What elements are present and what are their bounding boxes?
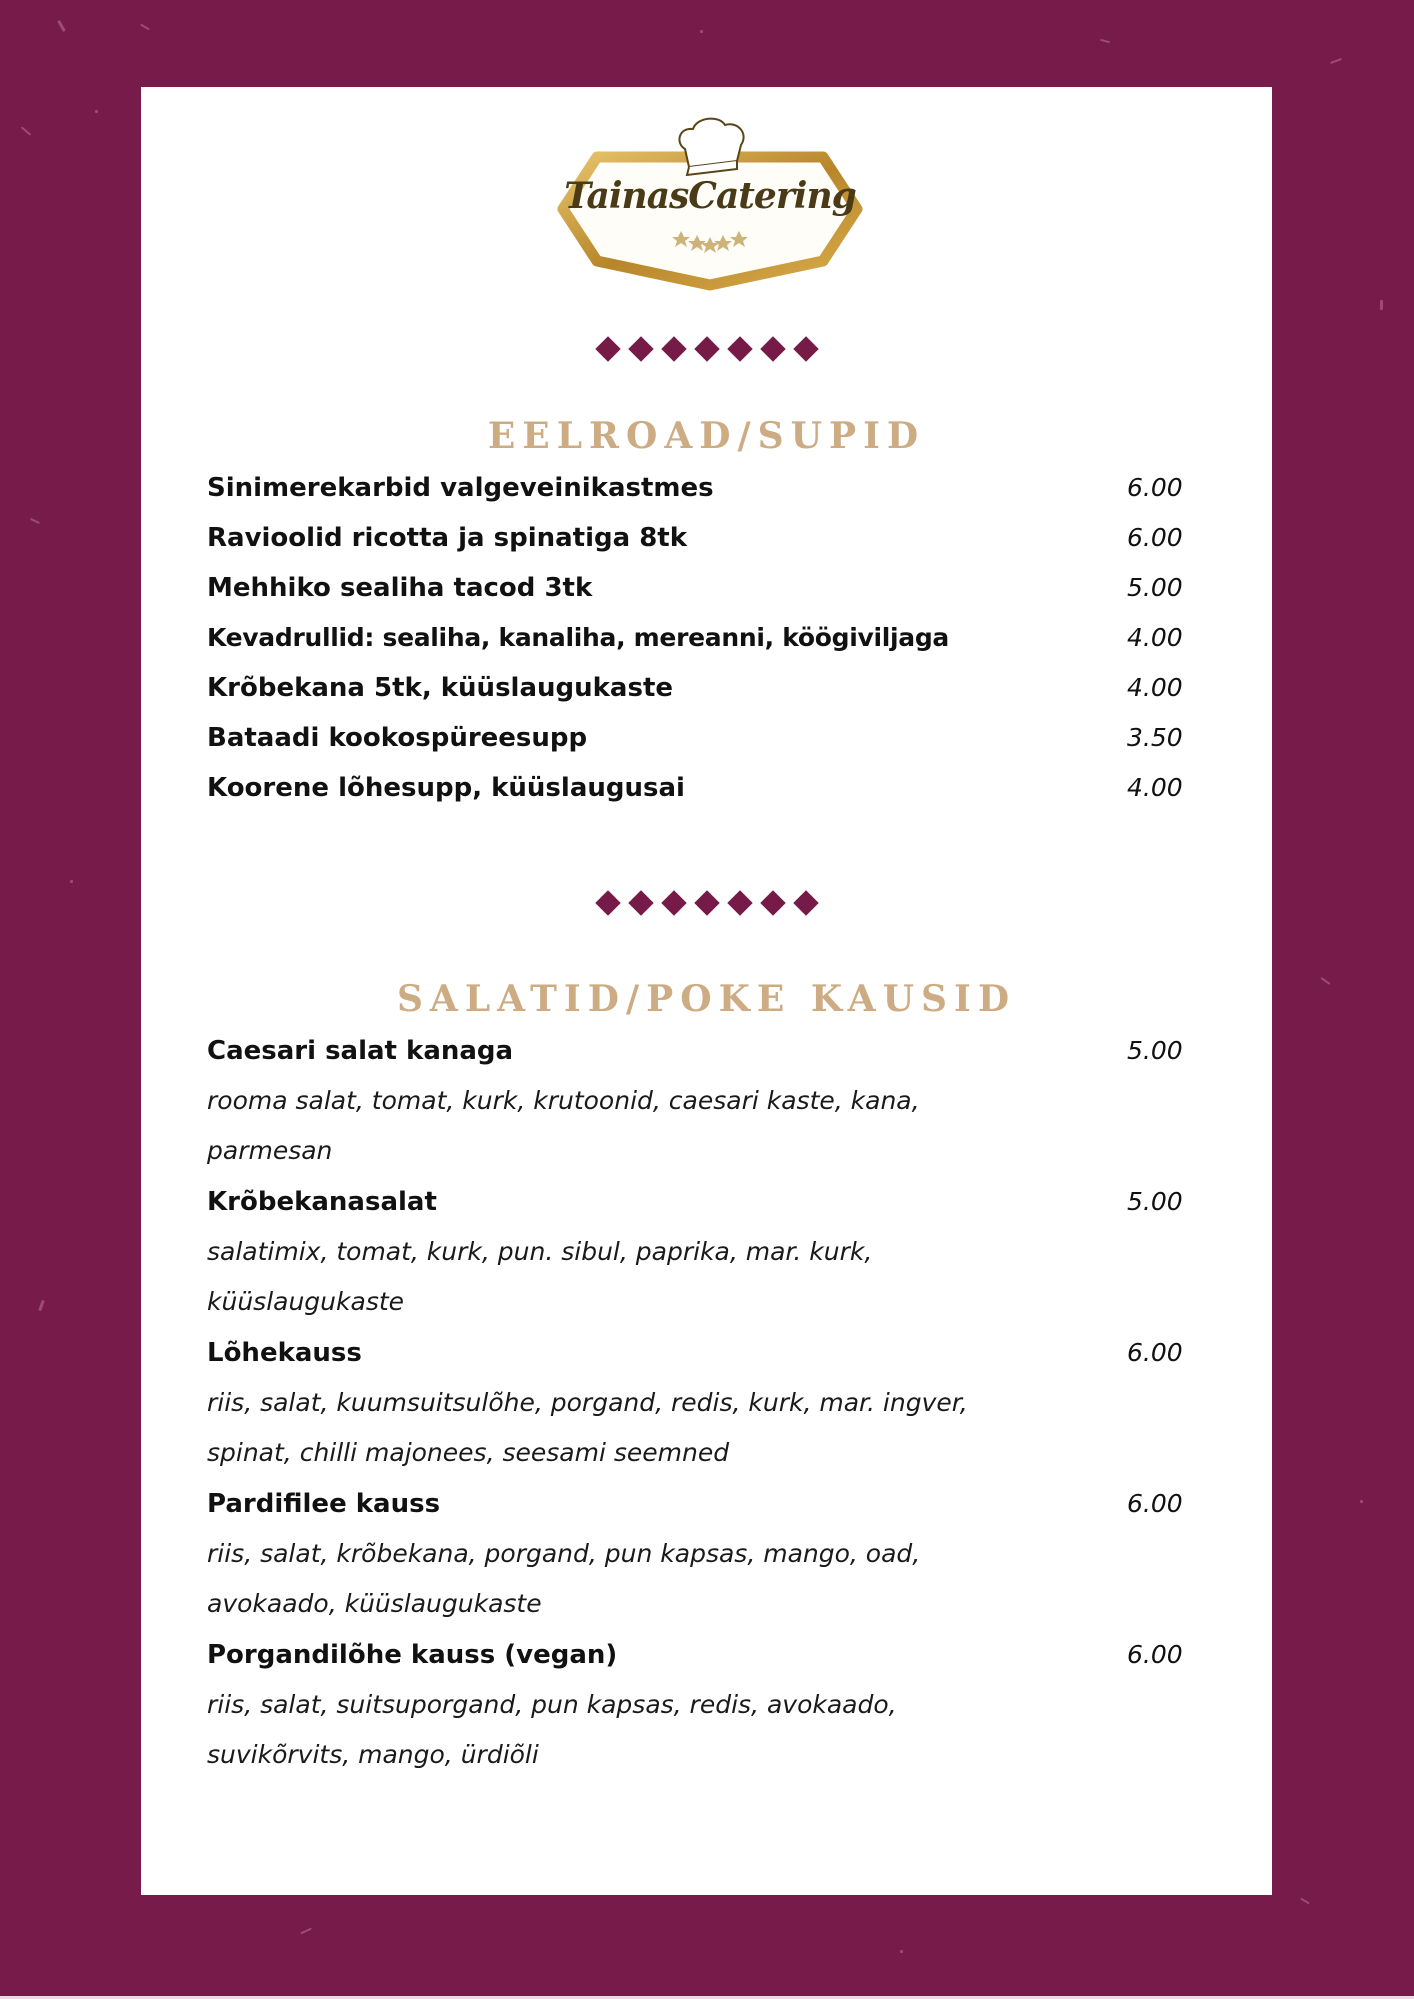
diamond-divider (141, 894, 1272, 912)
menu-item (207, 1487, 1183, 1629)
item-name: Krõbekana 5tk, küüslaugukaste (207, 673, 674, 703)
item-name: Krõbekanasalat (207, 1187, 437, 1217)
item-name: Mehhiko sealiha tacod 3tk (207, 573, 593, 603)
diamond-icon (793, 890, 818, 915)
diamond-icon (595, 336, 620, 361)
item-price: 4.00 (1127, 773, 1183, 802)
menu-item (207, 1638, 1183, 1780)
diamond-icon (760, 336, 785, 361)
item-price: 5.00 (1127, 1187, 1183, 1216)
menu-item (207, 471, 1183, 505)
diamond-icon (727, 890, 752, 915)
menu-item (207, 671, 1183, 705)
item-price: 6.00 (1127, 473, 1183, 502)
item-description: riis, salat, suitsuporgand, pun kapsas, redis, avokaado, suvikõrvits, mango, ürdiõli (207, 1690, 897, 1769)
diamond-divider (141, 340, 1272, 358)
diamond-icon (595, 890, 620, 915)
item-name: Koorene lõhesupp, küüslaugusai (207, 773, 685, 803)
diamond-icon (661, 336, 686, 361)
section-title-salads: SALATID/POKE KAUSID (396, 978, 1017, 1020)
item-description: riis, salat, kuumsuitsulõhe, porgand, redis, kurk, mar. ingver, spinat, chilli majonees, seesami seemned (207, 1388, 968, 1467)
item-price: 6.00 (1127, 1640, 1183, 1669)
diamond-icon (628, 336, 653, 361)
logo-wordmark: TainasCatering (564, 175, 856, 217)
item-description: riis, salat, krõbekana, porgand, pun kapsas, mango, oad, avokaado, küüslaugukaste (207, 1539, 921, 1618)
item-price: 4.00 (1127, 623, 1183, 652)
item-name: Bataadi kookospüreesupp (207, 723, 588, 753)
diamond-icon (727, 336, 752, 361)
item-price: 5.00 (1127, 573, 1183, 602)
item-price: 6.00 (1127, 1489, 1183, 1518)
menu-item (207, 1336, 1183, 1478)
menu-item (207, 721, 1183, 755)
diamond-icon (694, 336, 719, 361)
item-name: Kevadrullid: sealiha, kanaliha, mereanni, köögiviljaga (207, 623, 950, 652)
item-price: 5.00 (1127, 1036, 1183, 1065)
menu-item (207, 571, 1183, 605)
menu-item (207, 1034, 1183, 1176)
item-name: Sinimerekarbid valgeveinikastmes (207, 473, 714, 503)
item-name: Porgandilõhe kauss (vegan) (207, 1640, 618, 1670)
item-description: salatimix, tomat, kurk, pun. sibul, paprika, mar. kurk, küüslaugukaste (207, 1237, 873, 1316)
menu-item (207, 771, 1183, 805)
item-price: 3.50 (1127, 723, 1183, 752)
diamond-icon (628, 890, 653, 915)
item-price: 6.00 (1127, 523, 1183, 552)
menu-panel (141, 87, 1272, 1895)
item-price: 6.00 (1127, 1338, 1183, 1367)
brand-logo (557, 113, 863, 291)
menu-item (207, 621, 1183, 655)
item-name: Lõhekauss (207, 1338, 362, 1368)
chef-hat-icon (679, 119, 743, 175)
item-description: rooma salat, tomat, kurk, krutoonid, caesari kaste, kana, parmesan (207, 1086, 920, 1165)
diamond-icon (760, 890, 785, 915)
section-title-starters: EELROAD/SUPID (487, 415, 926, 457)
diamond-icon (793, 336, 818, 361)
item-name: Pardifilee kauss (207, 1489, 441, 1519)
diamond-icon (661, 890, 686, 915)
item-name: Ravioolid ricotta ja spinatiga 8tk (207, 523, 688, 553)
item-name: Caesari salat kanaga (207, 1036, 514, 1066)
item-price: 4.00 (1127, 673, 1183, 702)
menu-item (207, 521, 1183, 555)
menu-item (207, 1185, 1183, 1327)
diamond-icon (694, 890, 719, 915)
